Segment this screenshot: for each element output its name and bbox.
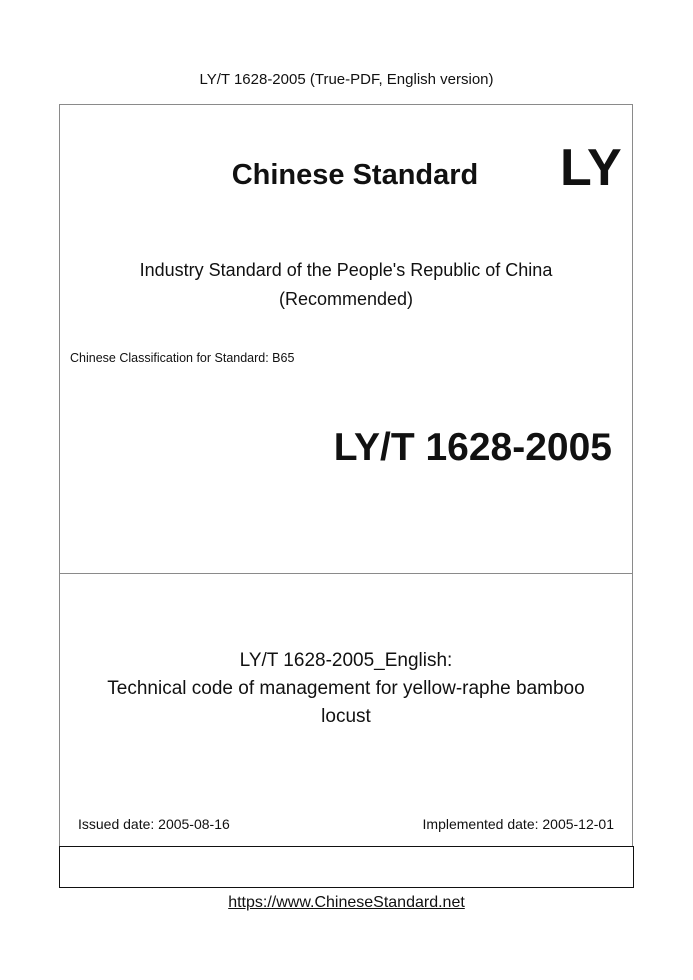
- document-title-line-2: Technical code of management for yellow-raphe bamboo: [107, 678, 585, 699]
- issued-date: Issued date: 2005-08-16: [78, 816, 230, 832]
- document-title-line-3: locust: [321, 706, 371, 727]
- industry-standard-line: Industry Standard of the People's Republic of China: [139, 260, 553, 280]
- implemented-date: Implemented date: 2005-12-01: [422, 816, 614, 832]
- footer: [0, 893, 693, 913]
- recommended-label: (Recommended): [278, 289, 414, 309]
- standard-number: LY/T 1628-2005: [333, 426, 612, 469]
- cover-bottom-box: [59, 846, 634, 888]
- website-link[interactable]: https://www.ChineseStandard.net: [228, 894, 465, 911]
- standard-heading: Chinese Standard: [231, 159, 479, 191]
- document-title-line-1: LY/T 1628-2005_English:: [239, 650, 453, 671]
- classification-label: Chinese Classification for Standard: B65: [70, 351, 295, 365]
- industry-code-mark: LY: [560, 139, 622, 197]
- document-header-label: LY/T 1628-2005 (True-PDF, English version): [199, 71, 494, 88]
